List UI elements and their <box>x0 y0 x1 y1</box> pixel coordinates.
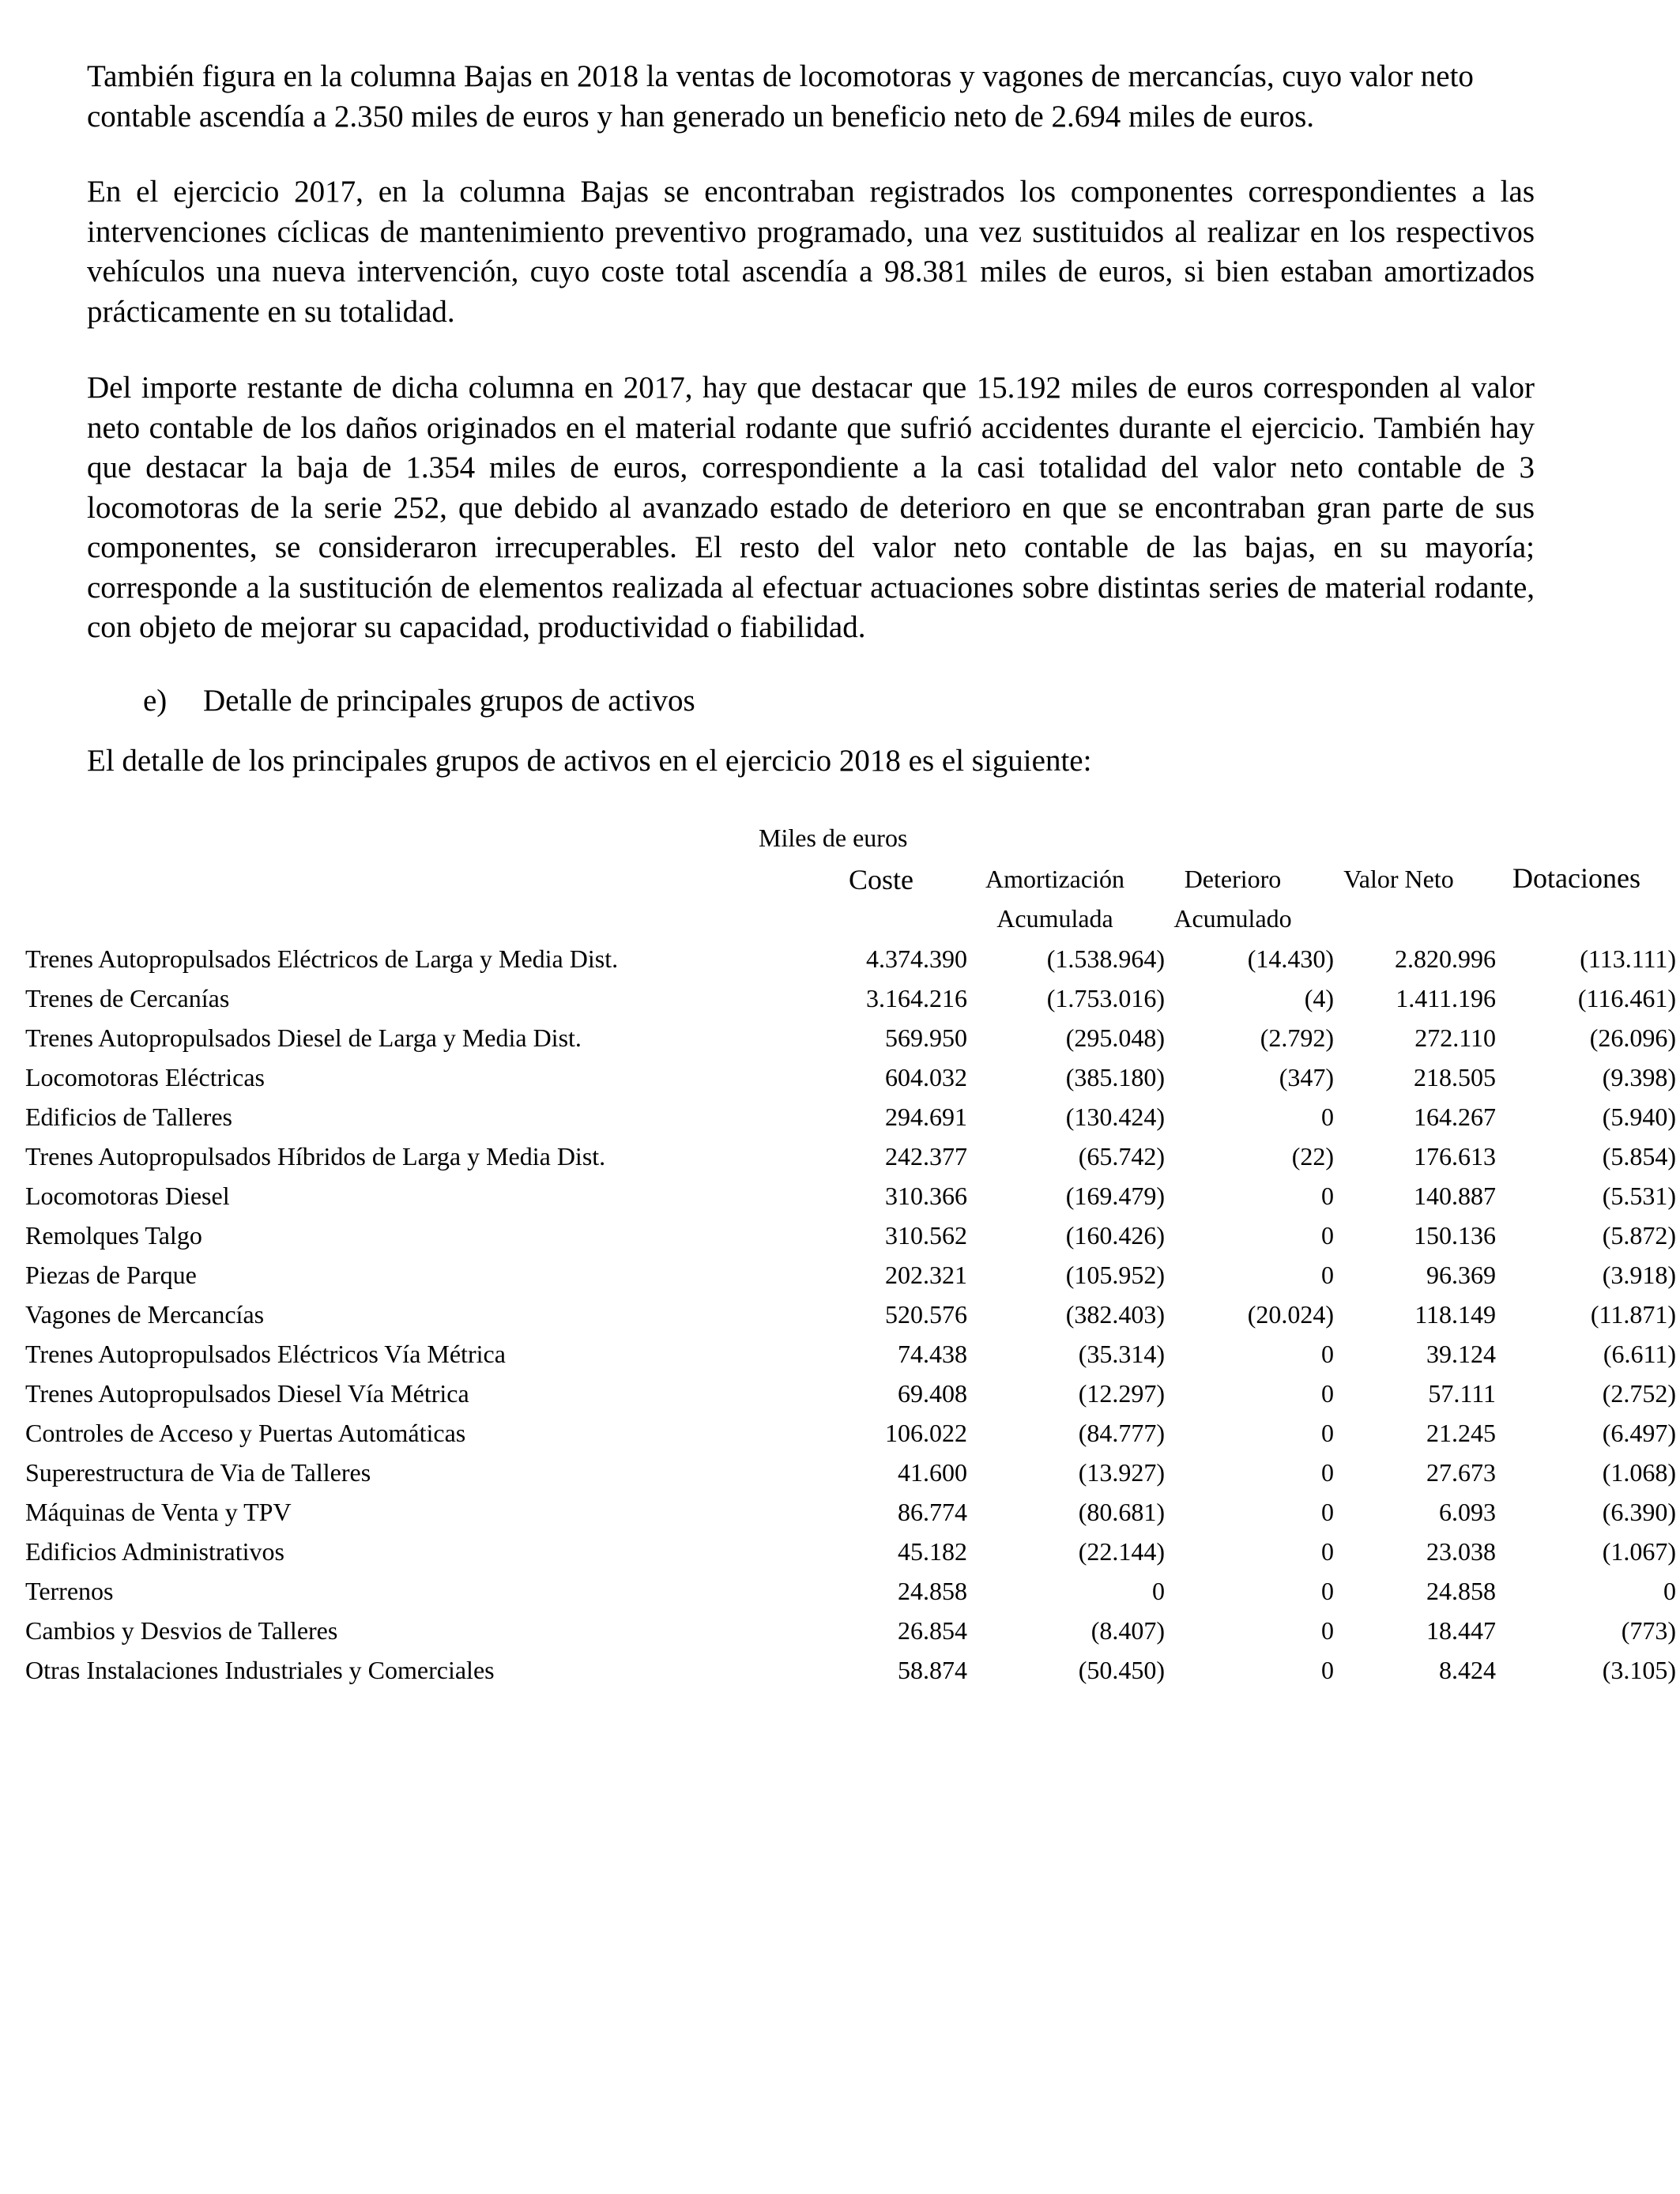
amortizacion-cell: (35.314) <box>1078 1340 1165 1368</box>
asset-name: Terrenos <box>25 1577 114 1605</box>
table-row <box>25 939 1676 978</box>
amortizacion-cell: (105.952) <box>1065 1261 1165 1289</box>
valor-neto-cell: 8.424 <box>1439 1656 1496 1684</box>
dotaciones-cell: (5.940) <box>1602 1103 1676 1131</box>
table-row <box>25 1295 1676 1334</box>
coste-cell: 4.374.390 <box>866 944 967 973</box>
deterioro-cell: (20.024) <box>1247 1300 1334 1329</box>
asset-name: Piezas de Parque <box>25 1261 197 1289</box>
deterioro-cell: 0 <box>1321 1419 1334 1447</box>
table-row <box>25 1255 1676 1295</box>
dotaciones-cell: (6.497) <box>1602 1419 1676 1447</box>
asset-name: Locomotoras Eléctricas <box>25 1063 265 1091</box>
table-row <box>25 1611 1676 1650</box>
asset-name: Otras Instalaciones Industriales y Comerciales <box>25 1656 495 1684</box>
asset-name: Cambios y Desvios de Talleres <box>25 1616 338 1645</box>
coste-cell: 26.854 <box>898 1616 967 1645</box>
coste-cell: 106.022 <box>885 1419 967 1447</box>
section-intro: El detalle de los principales grupos de activos en el ejercicio 2018 es el siguiente: <box>87 744 1092 778</box>
asset-name: Trenes Autopropulsados Eléctricos Vía Métrica <box>25 1340 506 1368</box>
amortizacion-cell: (169.479) <box>1065 1182 1165 1210</box>
deterioro-cell: 0 <box>1321 1458 1334 1487</box>
deterioro-cell: (4) <box>1304 984 1334 1012</box>
paragraph-ejercicio-2017: En el ejercicio 2017, en la columna Bajas se encontraban registrados los componentes correspondientes a las intervenciones cíclicas de mantenimiento preventivo programado, una vez sustituidos al realizar en los respectivos vehículos una nueva intervención, cuyo coste total ascendía a 98.381 miles de euros, si bien estaban amortizados prácticamente en su totalidad. <box>87 175 1535 329</box>
deterioro-cell: 0 <box>1321 1616 1334 1645</box>
amortizacion-cell: (382.403) <box>1065 1300 1165 1329</box>
valor-neto-cell: 96.369 <box>1426 1261 1496 1289</box>
asset-name: Trenes Autopropulsados Eléctricos de Larga y Media Dist. <box>25 944 619 973</box>
amortizacion-cell: (130.424) <box>1065 1103 1165 1131</box>
asset-name: Trenes Autopropulsados Híbridos de Larga y Media Dist. <box>25 1142 606 1171</box>
paragraph-importe-restante: Del importe restante de dicha columna en 2017, hay que destacar que 15.192 miles de euros corresponden al valor neto contable de los daños originados en el material rodante que sufrió accidentes durante el ejercicio. También hay que destacar la baja de 1.354 miles de euros, correspondiente a la casi totalidad del valor neto contable de 3 locomotoras de la serie 252, que debido al avanzado estado de deterioro en que se encontraban gran parte de sus componentes, se consideraron irrecuperables. El resto del valor neto contable de las bajas, en su mayoría; corresponde a la sustitución de elementos realizada al efectuar actuaciones sobre distintas series de material rodante, con objeto de mejorar su capacidad, productividad o fiabilidad. <box>87 371 1535 644</box>
deterioro-cell: (14.430) <box>1247 944 1334 973</box>
paragraph-bajas-2018: También figura en la columna Bajas en 2018 la ventas de locomotoras y vagones de mercancías, cuyo valor neto contable ascendía a 2.350 miles de euros y han generado un beneficio neto de 2.694 miles de euros. <box>87 59 1474 134</box>
deterioro-cell: 0 <box>1321 1379 1334 1408</box>
table-row <box>25 1650 1676 1690</box>
coste-cell: 294.691 <box>885 1103 967 1131</box>
coste-cell: 58.874 <box>898 1656 967 1684</box>
dotaciones-cell: (9.398) <box>1602 1063 1676 1091</box>
coste-cell: 310.562 <box>885 1221 967 1250</box>
deterioro-cell: 0 <box>1321 1340 1334 1368</box>
amortizacion-cell: (160.426) <box>1065 1221 1165 1250</box>
amortizacion-cell: (22.144) <box>1078 1537 1165 1566</box>
table-unit-label: Miles de euros <box>759 824 908 852</box>
valor-neto-cell: 18.447 <box>1426 1616 1496 1645</box>
deterioro-cell: 0 <box>1321 1577 1334 1605</box>
asset-name: Controles de Acceso y Puertas Automáticas <box>25 1419 466 1447</box>
asset-name: Superestructura de Via de Talleres <box>25 1458 371 1487</box>
valor-neto-cell: 272.110 <box>1414 1023 1496 1052</box>
table-row <box>25 1097 1676 1137</box>
amortizacion-cell: (80.681) <box>1078 1498 1165 1526</box>
table-row <box>25 1453 1676 1492</box>
dotaciones-cell: (113.111) <box>1580 944 1676 973</box>
amortizacion-cell: (1.753.016) <box>1046 984 1165 1012</box>
coste-cell: 569.950 <box>885 1023 967 1052</box>
valor-neto-cell: 23.038 <box>1426 1537 1496 1566</box>
table-row <box>25 1018 1676 1057</box>
coste-cell: 202.321 <box>885 1261 967 1289</box>
asset-name: Vagones de Mercancías <box>25 1300 265 1329</box>
dotaciones-cell: (1.068) <box>1602 1458 1676 1487</box>
deterioro-cell: 0 <box>1321 1221 1334 1250</box>
table-row <box>25 1492 1676 1532</box>
deterioro-cell: 0 <box>1321 1537 1334 1566</box>
dotaciones-cell: (3.918) <box>1602 1261 1676 1289</box>
table-row <box>25 1137 1676 1176</box>
deterioro-cell: (347) <box>1279 1063 1334 1091</box>
dotaciones-cell: (3.105) <box>1602 1656 1676 1684</box>
amortizacion-cell: (84.777) <box>1078 1419 1165 1447</box>
header-coste: Coste <box>848 864 913 895</box>
asset-name: Trenes Autopropulsados Diesel de Larga y Media Dist. <box>25 1023 582 1052</box>
valor-neto-cell: 21.245 <box>1426 1419 1496 1447</box>
dotaciones-cell: (6.390) <box>1602 1498 1676 1526</box>
dotaciones-cell: (5.854) <box>1602 1142 1676 1171</box>
table-row <box>25 1057 1676 1097</box>
coste-cell: 74.438 <box>898 1340 967 1368</box>
dotaciones-cell: (2.752) <box>1602 1379 1676 1408</box>
dotaciones-cell: (5.872) <box>1602 1221 1676 1250</box>
valor-neto-cell: 176.613 <box>1414 1142 1496 1171</box>
valor-neto-cell: 2.820.996 <box>1395 944 1496 973</box>
asset-name: Locomotoras Diesel <box>25 1182 230 1210</box>
header-deterioro: Deterioro <box>1184 865 1282 893</box>
coste-cell: 242.377 <box>885 1142 967 1171</box>
deterioro-cell: 0 <box>1321 1656 1334 1684</box>
table-row <box>25 1413 1676 1453</box>
valor-neto-cell: 118.149 <box>1414 1300 1496 1329</box>
dotaciones-cell: (26.096) <box>1589 1023 1676 1052</box>
dotaciones-cell: 0 <box>1663 1577 1676 1605</box>
deterioro-cell: 0 <box>1321 1498 1334 1526</box>
asset-name: Máquinas de Venta y TPV <box>25 1498 292 1526</box>
dotaciones-cell: (6.611) <box>1603 1340 1676 1368</box>
valor-neto-cell: 27.673 <box>1426 1458 1496 1487</box>
header-acumulada: Acumulada <box>996 904 1113 933</box>
dotaciones-cell: (116.461) <box>1577 984 1676 1012</box>
amortizacion-cell: (1.538.964) <box>1046 944 1165 973</box>
coste-cell: 24.858 <box>898 1577 967 1605</box>
dotaciones-cell: (11.871) <box>1590 1300 1676 1329</box>
section-title: Detalle de principales grupos de activos <box>203 684 695 718</box>
header-valor-neto: Valor Neto <box>1343 865 1454 893</box>
amortizacion-cell: (295.048) <box>1065 1023 1165 1052</box>
valor-neto-cell: 57.111 <box>1428 1379 1496 1408</box>
table-row <box>25 1334 1676 1374</box>
deterioro-cell: (2.792) <box>1260 1023 1334 1052</box>
coste-cell: 69.408 <box>898 1379 967 1408</box>
asset-name: Edificios Administrativos <box>25 1537 284 1566</box>
table-row <box>25 1532 1676 1571</box>
asset-groups-table <box>25 939 1676 1690</box>
asset-name: Edificios de Talleres <box>25 1103 232 1131</box>
dotaciones-cell: (773) <box>1621 1616 1676 1645</box>
section-letter: e) <box>143 684 168 718</box>
valor-neto-cell: 6.093 <box>1439 1498 1496 1526</box>
valor-neto-cell: 24.858 <box>1426 1577 1496 1605</box>
valor-neto-cell: 1.411.196 <box>1396 984 1496 1012</box>
valor-neto-cell: 164.267 <box>1414 1103 1496 1131</box>
amortizacion-cell: (65.742) <box>1078 1142 1165 1171</box>
amortizacion-cell: (8.407) <box>1090 1616 1165 1645</box>
amortizacion-cell: 0 <box>1152 1577 1165 1605</box>
asset-name: Remolques Talgo <box>25 1221 202 1250</box>
header-acumulado: Acumulado <box>1173 904 1292 933</box>
table-row <box>25 978 1676 1018</box>
table-row <box>25 1374 1676 1413</box>
deterioro-cell: 0 <box>1321 1103 1334 1131</box>
header-amortizacion: Amortización <box>985 865 1124 893</box>
coste-cell: 3.164.216 <box>866 984 967 1012</box>
coste-cell: 45.182 <box>898 1537 967 1566</box>
coste-cell: 520.576 <box>885 1300 967 1329</box>
amortizacion-cell: (50.450) <box>1078 1656 1165 1684</box>
table-row <box>25 1216 1676 1255</box>
header-dotaciones: Dotaciones <box>1512 862 1640 894</box>
amortizacion-cell: (12.297) <box>1078 1379 1165 1408</box>
coste-cell: 86.774 <box>898 1498 967 1526</box>
deterioro-cell: 0 <box>1321 1261 1334 1289</box>
asset-name: Trenes de Cercanías <box>25 984 230 1012</box>
valor-neto-cell: 140.887 <box>1414 1182 1496 1210</box>
valor-neto-cell: 150.136 <box>1414 1221 1496 1250</box>
asset-rows <box>25 939 1676 1690</box>
valor-neto-cell: 218.505 <box>1414 1063 1496 1091</box>
asset-name: Trenes Autopropulsados Diesel Vía Métrica <box>25 1379 469 1408</box>
dotaciones-cell: (5.531) <box>1602 1182 1676 1210</box>
section-heading <box>143 681 695 721</box>
deterioro-cell: (22) <box>1291 1142 1334 1171</box>
coste-cell: 310.366 <box>885 1182 967 1210</box>
dotaciones-cell: (1.067) <box>1602 1537 1676 1566</box>
coste-cell: 41.600 <box>898 1458 967 1487</box>
amortizacion-cell: (385.180) <box>1065 1063 1165 1091</box>
table-row <box>25 1571 1676 1611</box>
deterioro-cell: 0 <box>1321 1182 1334 1210</box>
valor-neto-cell: 39.124 <box>1426 1340 1496 1368</box>
table-row <box>25 1176 1676 1216</box>
coste-cell: 604.032 <box>885 1063 967 1091</box>
amortizacion-cell: (13.927) <box>1078 1458 1165 1487</box>
